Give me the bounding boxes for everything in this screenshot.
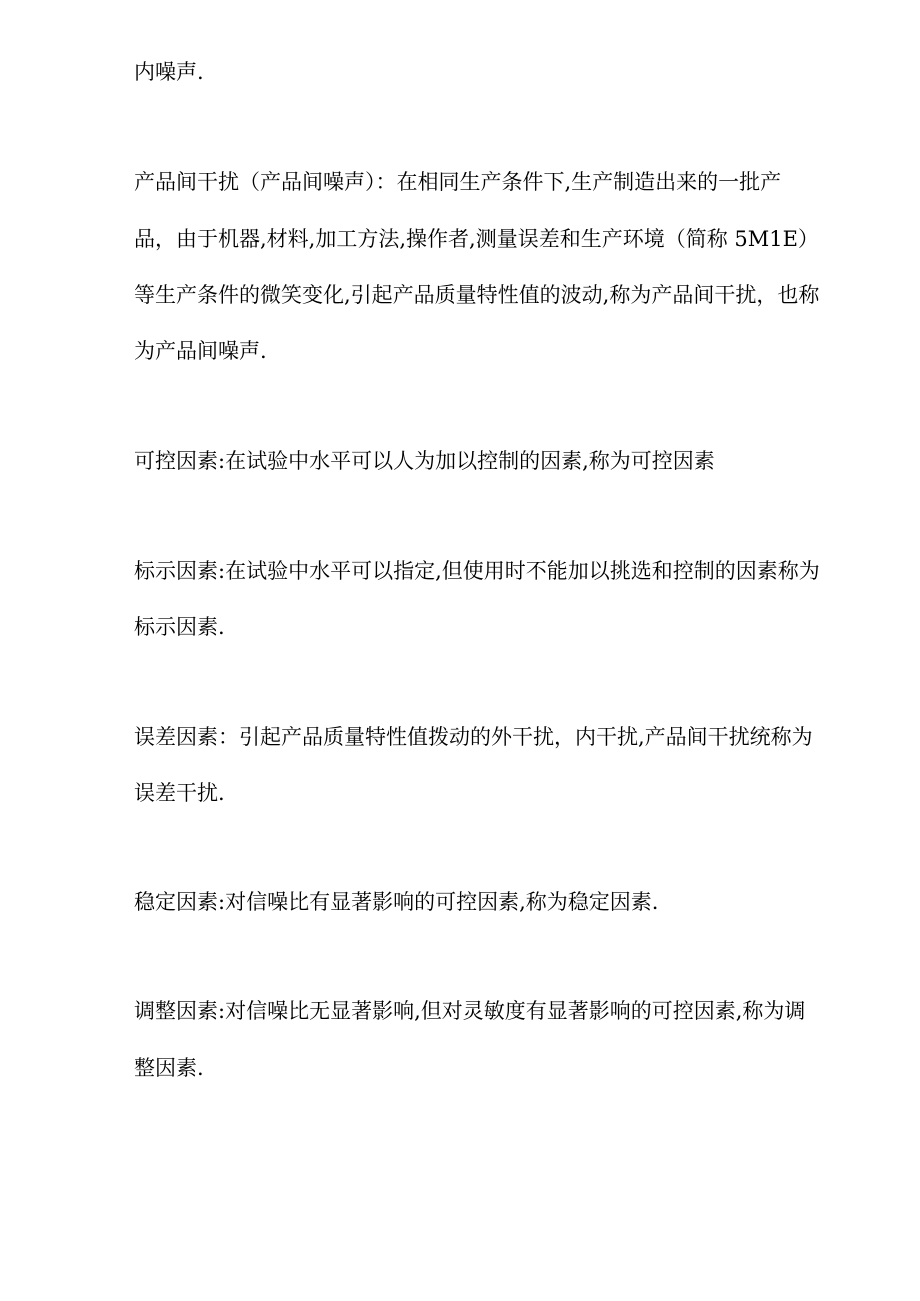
- paragraph-product-interference-line-2: 品，由于机器,材料,加工方法,操作者,测量误差和生产环境（简称 5M1E）: [134, 227, 819, 251]
- paragraph-adjustment-factor-line-1: 调整因素:对信噪比无显著影响,但对灵敏度有显著影响的可控因素,称为调: [134, 999, 806, 1023]
- paragraph-product-interference-line-1: 产品间干扰（产品间噪声）：在相同生产条件下,生产制造出来的一批产: [134, 170, 782, 194]
- paragraph-product-interference-line-4: 为产品间噪声.: [134, 339, 267, 363]
- paragraph-indicative-factor-line-2: 标示因素.: [134, 615, 225, 639]
- paragraph-error-factor-line-1: 误差因素：引起产品质量特性值拨动的外干扰，内干扰,产品间干扰统称为: [134, 725, 813, 749]
- paragraph-stable-factor-line-1: 稳定因素:对信噪比有显著影响的可控因素,称为稳定因素.: [134, 890, 659, 914]
- paragraph-error-factor-line-2: 误差干扰.: [134, 781, 225, 805]
- paragraph-internal-noise-line-1: 内噪声.: [134, 60, 204, 84]
- paragraph-adjustment-factor-line-2: 整因素.: [134, 1056, 204, 1080]
- paragraph-product-interference-line-3: 等生产条件的微笑变化,引起产品质量特性值的波动,称为产品间干扰，也称: [134, 283, 820, 307]
- paragraph-controllable-factor-line-1: 可控因素:在试验中水平可以人为加以控制的因素,称为可控因素: [134, 449, 715, 473]
- paragraph-indicative-factor-line-1: 标示因素:在试验中水平可以指定,但使用时不能加以挑选和控制的因素称为: [134, 559, 820, 583]
